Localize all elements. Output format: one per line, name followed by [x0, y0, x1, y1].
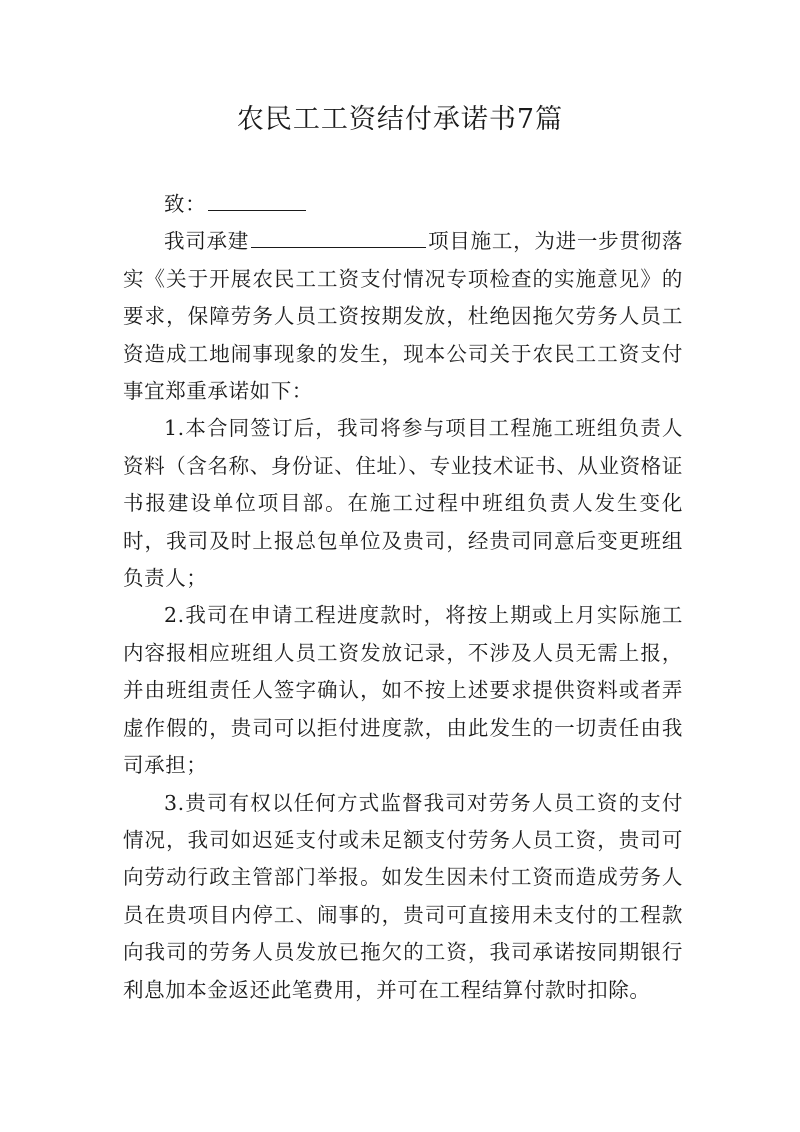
salutation-line	[123, 186, 683, 223]
document-body	[123, 186, 683, 1009]
intro-after-blank: 项目施工，为进一步贯彻落实《关于开展农民工工资支付情况专项检查的实施意见》的要求，保障劳务人员工资按期发放，杜绝因拖欠劳务人员工资造成工地闹事现象的发生，现本公司关于农民工工资支付事宜郑重承诺如下：	[123, 229, 683, 404]
intro-paragraph	[123, 223, 683, 410]
salutation-prefix: 致：	[164, 192, 207, 216]
intro-before-blank: 我司承建	[164, 229, 249, 254]
commitment-item-3: 3.贵司有权以任何方式监督我司对劳务人员工资的支付情况，我司如迟延支付或未足额支付劳务人员工资，贵司可向劳动行政主管部门举报。如发生因未付工资而造成劳务人员在贵项目内停工、闹事的，贵司可直接用未支付的工程款向我司的劳务人员发放已拖欠的工资，我司承诺按同期银行利息加本金返还此笔费用，并可在工程结算付款时扣除。	[123, 790, 683, 1002]
commitment-item-2: 2.我司在申请工程进度款时，将按上期或上月实际施工内容报相应班组人员工资发放记录，不涉及人员无需上报，并由班组责任人签字确认，如不按上述要求提供资料或者弄虚作假的，贵司可以拒付进度款，由此发生的一切责任由我司承担；	[123, 603, 683, 778]
project-name-blank	[251, 223, 426, 248]
recipient-blank	[208, 186, 306, 211]
commitment-item-1: 1.本合同签订后，我司将参与项目工程施工班组负责人资料（含名称、身份证、住址）、专业技术证书、从业资格证书报建设单位项目部。在施工过程中班组负责人发生变化时，我司及时上报总包单位及贵司，经贵司同意后变更班组负责人；	[123, 416, 683, 591]
document-title: 农民工工资结付承诺书7篇	[236, 104, 564, 135]
